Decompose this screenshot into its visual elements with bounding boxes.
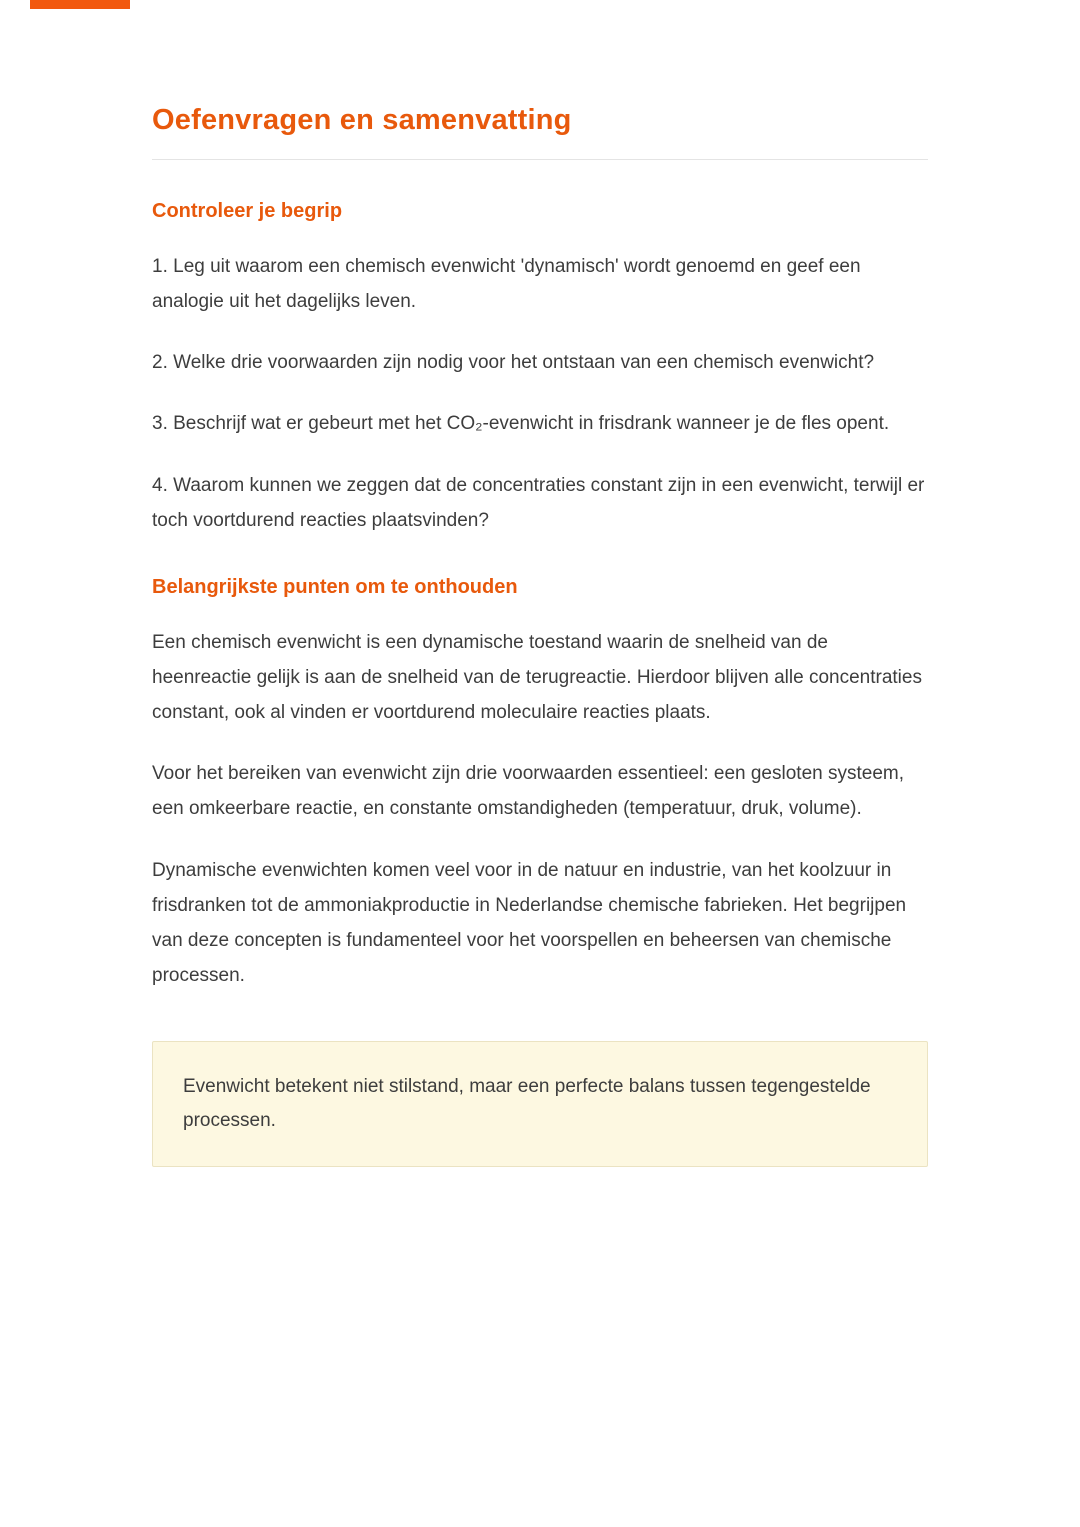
title-divider xyxy=(152,159,928,160)
question-1: 1. Leg uit waarom een chemisch evenwicht 'dynamisch' wordt genoemd en geef een analogie uit het dagelijks leven. xyxy=(152,256,861,313)
question-2: 2. Welke drie voorwaarden zijn nodig voor het ontstaan van een chemisch evenwicht? xyxy=(152,352,875,374)
summary-paragraph-1: Een chemisch evenwicht is een dynamische toestand waarin de snelheid van de heenreactie gelijk is aan de snelheid van de terugreactie. Hierdoor blijven alle concentraties constant, ook al vinden er voortdurend moleculaire reacties plaats. xyxy=(152,631,922,724)
section-heading-belangrijkste-punten: Belangrijkste punten om te onthouden xyxy=(152,575,518,598)
page-title: Oefenvragen en samenvatting xyxy=(152,104,572,136)
summary-paragraph-2: Voor het bereiken van evenwicht zijn drie voorwaarden essentieel: een gesloten systeem, een omkeerbare reactie, en constante omstandigheden (temperatuur, druk, volume). xyxy=(152,763,904,820)
callout-box xyxy=(152,1041,928,1167)
question-4: 4. Waarom kunnen we zeggen dat de concentraties constant zijn in een evenwicht, terwijl er toch voortdurend reacties plaatsvinden? xyxy=(152,474,925,531)
section-heading-controleer-je-begrip: Controleer je begrip xyxy=(152,200,343,222)
top-accent-strip xyxy=(30,0,130,9)
question-3: 3. Beschrijf wat er gebeurt met het CO₂-evenwicht in frisdrank wanneer je de fles opent. xyxy=(152,413,890,435)
summary-paragraph-3: Dynamische evenwichten komen veel voor in de natuur en industrie, van het koolzuur in frisdranken tot de ammoniakproductie in Nederlandse chemische fabrieken. Het begrijpen van deze concepten is fundamenteel voor het voorspellen en beheersen van chemische processen. xyxy=(152,859,907,986)
callout-text: Evenwicht betekent niet stilstand, maar een perfecte balans tussen tegengestelde processen. xyxy=(183,1076,871,1132)
